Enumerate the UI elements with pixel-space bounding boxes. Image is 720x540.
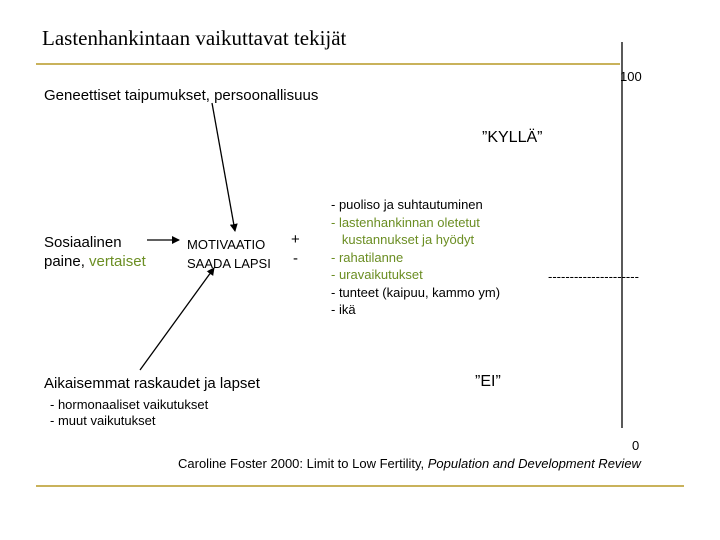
arrow-genetic-to-motivation (212, 103, 235, 231)
scale-bottom-label: 0 (632, 438, 640, 453)
factor-item: - tunteet (kaipuu, kammo ym) (331, 284, 501, 300)
motivation-box (187, 235, 271, 273)
yes-label: ”KYLLÄ” (482, 129, 543, 146)
factor-item: - uravaikutukset (331, 267, 423, 282)
previous-pregnancies: Aikaisemmat raskaudet ja lapset (44, 375, 260, 392)
motivation-line1: MOTIVAATIO (187, 237, 266, 252)
social-line2-b: vertaiset (89, 253, 146, 270)
factor-item: - puoliso ja suhtautuminen (331, 197, 483, 212)
factor-item: kustannukset ja hyödyt (331, 232, 475, 247)
factor-item: - ikä (331, 302, 356, 317)
social-line1: Sosiaalinen (44, 234, 122, 251)
scale-dashes: --------------------- (548, 269, 639, 284)
factor-list (331, 196, 500, 319)
plus-sign: + (291, 231, 300, 248)
social-pressure (44, 233, 146, 271)
factor-item: - lastenhankinnan oletetut (331, 214, 480, 230)
motivation-line2: SAADA LAPSI (187, 256, 271, 271)
no-label: ”EI” (475, 373, 501, 390)
citation (178, 455, 641, 472)
arrow-previous-to-motivation (140, 268, 214, 370)
previous-item-2: - muut vaikutukset (50, 413, 156, 428)
slide-title: Lastenhankintaan vaikuttavat tekijät (42, 26, 347, 50)
citation-plain: Caroline Foster 2000: Limit to Low Fertility, (178, 456, 428, 471)
minus-sign: - (293, 250, 298, 267)
citation-journal: Population and Development Review (427, 456, 641, 471)
previous-item-1: - hormonaaliset vaikutukset (50, 397, 209, 412)
factor-item: - rahatilanne (331, 249, 404, 265)
genetic-factors: Geneettiset taipumukset, persoonallisuus (44, 87, 319, 104)
social-line2 (44, 252, 146, 271)
scale-top-label: 100 (620, 69, 642, 84)
social-line2-a: paine, (44, 253, 90, 270)
